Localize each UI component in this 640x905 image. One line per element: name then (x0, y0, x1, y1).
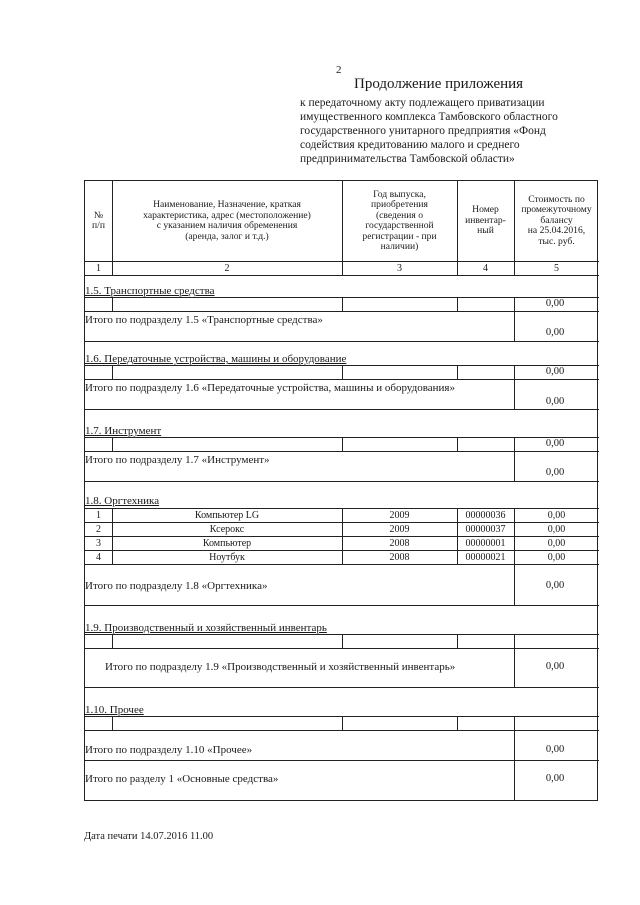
table-row-3-inventory: 00000001 (465, 537, 506, 549)
header-name: Наименование, Назначение, краткая характеристика, адрес (местоположение) с указанием наличия обременения (аренда, залог и т.д.) (143, 199, 311, 242)
table-row-4-name: Ноутбук (209, 551, 245, 563)
subtitle-line: к передаточному акту подлежащего приватизации (300, 97, 545, 109)
table-row-2-inventory: 00000037 (465, 523, 506, 535)
section-1-total: Итого по разделу 1 «Основные средства» (85, 773, 279, 785)
section-1-10-title: 1.10. Прочее (85, 704, 144, 716)
section-1-6-total-value: 0,00 (545, 396, 565, 407)
table-row-1-year: 2009 (389, 509, 410, 521)
section-1-5-total: Итого по подразделу 1.5 «Транспортные средства» (85, 314, 323, 326)
table-row-1-inventory: 00000036 (465, 509, 506, 521)
column-number-3: 3 (397, 262, 402, 274)
section-1-8-title: 1.8. Оргтехника (85, 495, 160, 507)
table-row-4-inventory: 00000021 (465, 551, 506, 563)
section-1-7-title: 1.7. Инструмент (85, 425, 162, 437)
section-1-9-total-value: 0,00 (545, 661, 565, 672)
section-1-8-total: Итого по подразделу 1.8 «Оргтехника» (85, 580, 268, 592)
header-year: Год выпуска, приобретения (сведения о государственной регистрации - при наличии) (362, 188, 437, 252)
section-1-7-total-value: 0,00 (545, 467, 565, 478)
section-1-total-value: 0,00 (545, 773, 565, 784)
section-1-5-value: 0,00 (545, 298, 565, 309)
page-number: 2 (336, 64, 342, 76)
table-row-3-year: 2008 (389, 537, 410, 549)
table-row-3-name: Компьютер (202, 537, 252, 549)
subtitle-line: содействия кредитованию малого и среднего (300, 139, 520, 151)
header-cost: Стоимость по промежуточному балансу на 25.04.2016, тыс. руб. (521, 193, 592, 247)
column-number-1: 1 (96, 262, 101, 274)
section-1-6-total: Итого по подразделу 1.6 «Передаточные устройства, машины и оборудования» (85, 382, 455, 394)
section-1-10-total-value: 0,00 (545, 744, 565, 755)
section-1-9-total: Итого по подразделу 1.9 «Производственный и хозяйственный инвентарь» (105, 661, 456, 673)
section-1-6-value: 0,00 (545, 366, 565, 377)
column-number-5: 5 (554, 262, 559, 274)
section-1-6-title: 1.6. Передаточные устройства, машины и оборудование (85, 353, 347, 365)
header-inventory: Номер инвентар- ный (465, 204, 506, 237)
table-row-4-cost: 0,00 (547, 551, 566, 563)
table-row-4-year: 2008 (389, 551, 410, 563)
table-row-2-name: Ксерокс (209, 523, 245, 535)
section-1-7-total: Итого по подразделу 1.7 «Инструмент» (85, 454, 270, 466)
table-row-1-number: 1 (96, 509, 101, 521)
section-1-5-total-value: 0,00 (545, 327, 565, 338)
table-row-2-year: 2009 (389, 523, 410, 535)
section-1-9-title: 1.9. Производственный и хозяйственный инвентарь (85, 622, 327, 634)
subtitle-line: имущественного комплекса Тамбовского областного (300, 111, 558, 123)
inventory-table (84, 180, 598, 801)
table-row-2-cost: 0,00 (547, 523, 566, 535)
table-row-3-cost: 0,00 (547, 537, 566, 549)
table-row-1-cost: 0,00 (547, 509, 566, 521)
section-1-7-value: 0,00 (545, 438, 565, 449)
table-row-1-name: Компьютер LG (194, 509, 260, 521)
column-number-4: 4 (483, 262, 488, 274)
table-row-2-number: 2 (96, 523, 101, 535)
header-number: № п/п (92, 209, 105, 231)
subtitle-line: государственного унитарного предприятия «Фонд (300, 125, 546, 137)
table-row-4-number: 4 (96, 551, 101, 563)
document-subtitle (300, 96, 600, 166)
document-title: Продолжение приложения (354, 76, 524, 92)
column-number-2: 2 (224, 262, 230, 274)
section-1-8-total-value: 0,00 (545, 580, 565, 591)
section-1-5-title: 1.5. Транспортные средства (85, 285, 215, 297)
table-row-3-number: 3 (96, 537, 101, 549)
print-date: Дата печати 14.07.2016 11.00 (84, 831, 214, 842)
subtitle-line: предпринимательства Тамбовской области» (300, 153, 515, 165)
section-1-10-total: Итого по подразделу 1.10 «Прочее» (85, 744, 253, 756)
